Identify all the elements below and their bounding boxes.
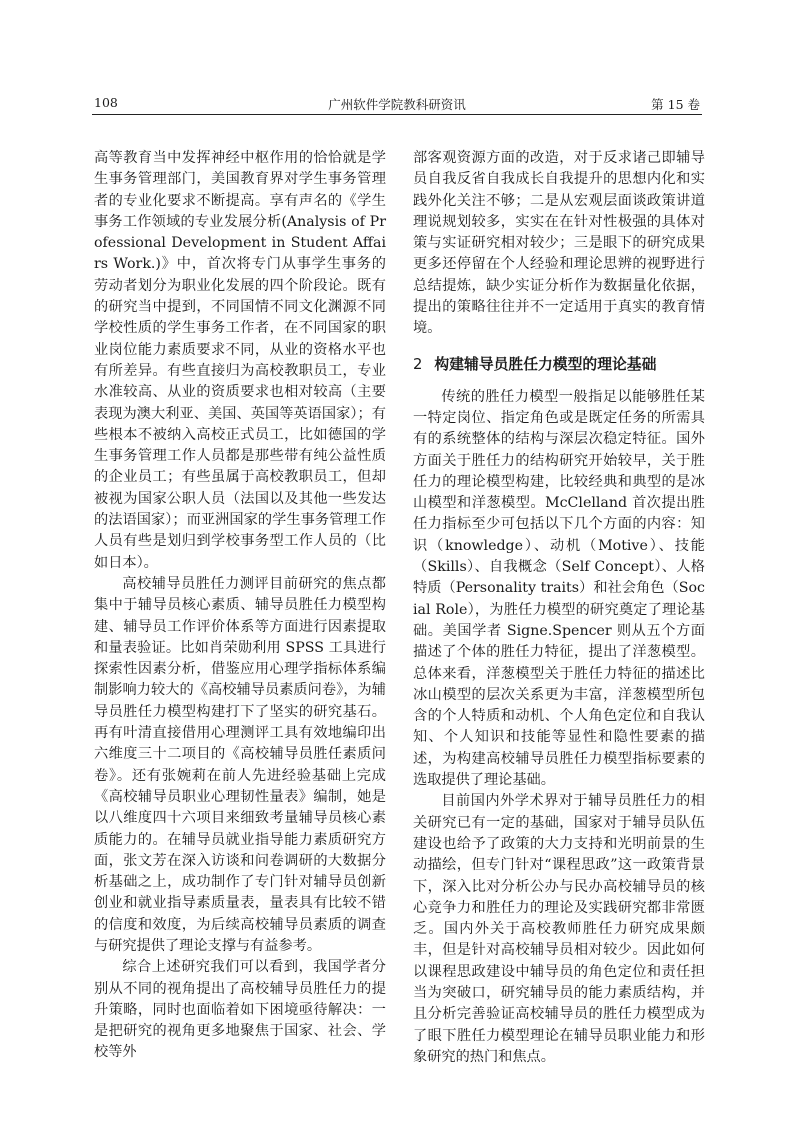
left-column	[94, 148, 386, 1064]
volume-label: 第 15 卷	[651, 97, 700, 112]
running-header	[92, 92, 702, 115]
body-paragraph: 目前国内外学术界对于辅导员胜任力的相关研究已有一定的基础，国家对于辅导员队伍建设也给予了政策的大力支持和光明前景的生动描绘，但专门针对“课程思政”这一政策背景下，深入比对分析公办与民办高校辅导员的核心竞争力和胜任力的理论及实践研究都非常匮乏。国内外关于高校教师胜任力研究成果颇丰，但是针对高校辅导员相对较少。因此如何以课程思政建设中辅导员的角色定位和责任担当为突破口，研究辅导员的能力素质结构，并且分析完善验证高校辅导员的胜任力模型成为了眼下胜任力模型理论在辅导员职业能力和形象研究的热门和焦点。	[413, 793, 705, 1065]
section-number: 2	[413, 355, 423, 373]
body-paragraph: 综合上述研究我们可以看到，我国学者分别从不同的视角提出了高校辅导员胜任力的提升策略，同时也面临着如下困境亟待解决：一是把研究的视角更多地聚焦于国家、社会、学校等外	[94, 959, 386, 1061]
body-paragraph: 传统的胜任力模型一般指足以能够胜任某一特定岗位、指定角色或是既定任务的所需具有的系统整体的结构与深层次稳定特征。国外方面关于胜任力的结构研究开始较早，关于胜任力的理论模型构建，比较经典和典型的是冰山模型和洋葱模型。McClelland 首次提出胜任力指标至少可包括以下几个方面的内容：知识（knowledge）、动机（Motive）、技能（Skills）、自我概念（Self Concept）、人格特质（Personality traits）和社会角色（Social Role），为胜任力模型的研究奠定了理论基础。美国学者 Signe.Spencer 则从五个方面描述了个体的胜任力特征，提出了洋葱模型。总体来看，洋葱模型关于胜任力特征的描述比冰山模型的层次关系更为丰富，洋葱模型所包含的个人特质和动机、个人角色定位和自我认知、个人知识和技能等显性和隐性要素的描述，为构建高校辅导员胜任力模型指标要素的选取提供了理论基础。	[413, 388, 705, 789]
page-number: 108	[94, 95, 118, 110]
body-paragraph: 高等教育当中发挥神经中枢作用的恰恰就是学生事务管理部门，美国教育界对学生事务管理者的专业化要求不断提高。享有声名的《学生事务工作领域的专业发展分析(Analysis of Professional Development in Student Affairs Work.)》中，首次将专门从事学生事务的劳动者划分为职业化发展的四个阶段论。既有的研究当中提到，不同国情不同文化渊源不同学校性质的学生事务工作者，在不同国家的职业岗位能力素质要求不同，从业的资格水平也有所差异。有些直接归为高校教职员工，专业水准较高、从业的资质要求也相对较高（主要表现为澳大利亚、美国、英国等英语国家）；有些根本不被纳入高校正式员工，比如德国的学生事务管理工作人员都是那些带有纯公益性质的企业员工；有些虽属于高校教职员工，但却被视为国家公职人员（法国以及其他一些发达的法语国家）；而亚洲国家的学生事务管理工作人员有些是划归到学校事务型工作人员的（比如日本）。	[94, 150, 386, 571]
section-heading	[413, 354, 705, 376]
right-column	[413, 148, 705, 1068]
journal-title: 广州软件学院教科研资讯	[328, 97, 466, 112]
body-paragraph: 高校辅导员胜任力测评目前研究的焦点都集中于辅导员核心素质、辅导员胜任力模型构建、辅导员工作评价体系等方面进行因素提取和量表验证。比如肖荣勋利用 SPSS 工具进行探索性因素分析，借鉴应用心理学指标体系编制影响力较大的《高校辅导员素质问卷》，为辅导员胜任力模型构建打下了坚实的研究基石。再有叶清直接借用心理测评工具有效地编印出六维度三十二项目的《高校辅导员胜任素质问卷》。还有张婉莉在前人先进经验基础上完成《高校辅导员职业心理韧性量表》编制，她是以八维度四十六项目来细致考量辅导员核心素质能力的。在辅导员就业指导能力素质研究方面，张文芳在深入访谈和问卷调研的大数据分析基础之上，成功制作了专门针对辅导员创新创业和就业指导素质量表，量表具有比较不错的信度和效度，为后续高校辅导员素质的调查与研究提供了理论支撑与有益参考。	[94, 575, 386, 954]
section-title: 构建辅导员胜任力模型的理论基础	[434, 355, 657, 373]
body-paragraph: 部客观资源方面的改造，对于反求诸己即辅导员自我反省自我成长自我提升的思想内化和实践外化关注不够；二是从宏观层面谈政策讲道理说规划较多，实实在在针对性极强的具体对策与实证研究相对较少；三是眼下的研究成果更多还停留在个人经验和理论思辨的视野进行总结提炼，缺少实证分析作为数据量化依据，提出的策略往往并不一定适用于真实的教育情境。	[413, 150, 705, 337]
